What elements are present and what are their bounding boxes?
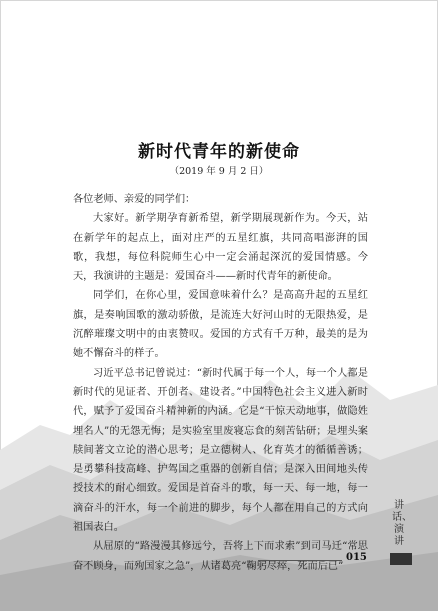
paragraph: 从屈原的“路漫漫其修远兮，吾将上下而求索”到司马迁“常思奋不顾身，而殉国家之急”，从诸葛亮“鞠躬尽瘁，死而后已” [73, 541, 368, 572]
paragraph: 习近平总书记曾说过：“新时代属于每一个人，每一个人都是新时代的见证者、开创者、建设者。”中国特色社会主义进入新时代，赋予了爱国奋斗精神新的内涵。它是“干惊天动地事，做隐姓埋名人”的无怨无悔；是实验室里废寝忘食的刻苦钻研；是埋头案牍间著文立论的潜心思考；是立德树人、化育英才的循循善诱；是勇攀科技高峰、护驾国之重器的创新自信；是深入田间地头传授技术的耐心细致。爱国是首奋斗的歌，每一天、每一地，每一滴奋斗的汗水，每一个前进的脚步，每个人都在用自己的方式向祖国表白。 [73, 367, 368, 534]
speech-date: （2019 年 9 月 2 日） [169, 166, 269, 177]
paragraph: 大家好。新学期孕育新希望，新学期展现新作为。今天，站在新学年的起点上，面对庄严的五星红旗，共同高唱澎湃的国歌，我想，每位科院师生心中一定会涌起深沉的爱国情感。今天，我演讲的主题是：爱国奋斗——新时代青年的新使命。 [73, 213, 368, 283]
speech-title: 新时代青年的新使命 [138, 142, 300, 162]
section-label: 讲话、演讲 [392, 500, 412, 547]
greeting: 各位老师、亲爱的同学们： [73, 194, 196, 205]
page-number: 015 [346, 552, 367, 563]
footer-decoration [390, 553, 412, 565]
paragraph: 同学们，在你心里，爱国意味着什么？是高高升起的五星红旗，是奏响国歌的激动骄傲，是流连大好河山时的无限热爱，是沉醉璀璨文明中的由衷赞叹。爱国的方式有千万种，最美的是为她不懈奋斗的样子。 [73, 290, 368, 360]
speech-body [73, 190, 368, 576]
footer-rule [258, 560, 342, 561]
